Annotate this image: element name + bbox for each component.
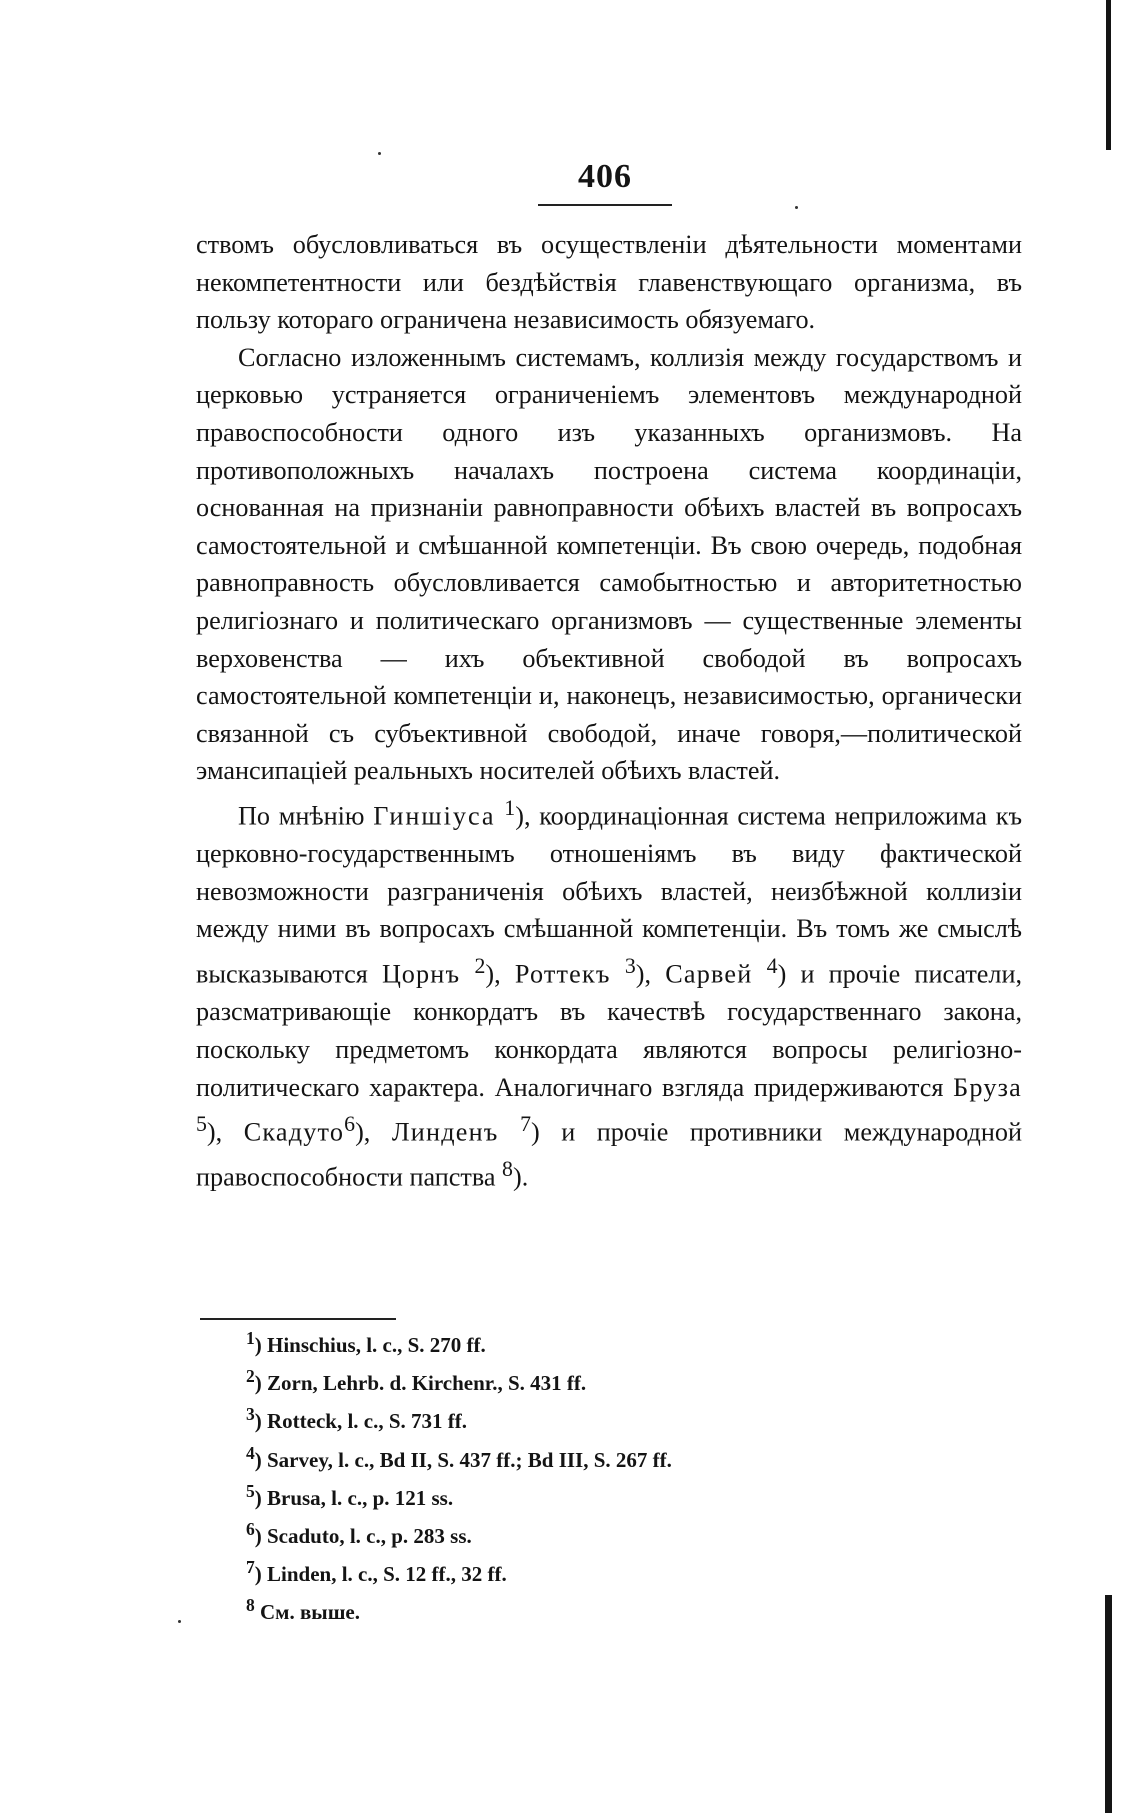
footnote-mark: 5 (246, 1480, 255, 1501)
footnote-4: $^4$) Sarvey, l. c., Bd II, S. 437 ff.; Bd III, S. 267 ff. (246, 1442, 672, 1472)
paragraph-2: Согласно изложеннымъ системамъ, коллизія между государствомъ и церковью устраняется ограниченіемъ элементовъ международной правоспособности одного изъ указанныхъ организмовъ. На противоположныхъ началахъ построена система координаціи, основанная на признаніи равноправности обѣихъ властей въ вопросахъ самостоятельной и смѣшанной компетенціи. Въ свою очередь, подобная равноправность обусловливается самобытностью и авторитетностью религіознаго и политическаго организмовъ — существенные элементы верховенства — ихъ объективной свободой въ вопросахъ самостоятельной компетенціи и, наконецъ, независимостью, органически связанной съ субъективной свободой, иначе говоря,—политической эмансипаціей реальныхъ носителей обѣихъ властей. (196, 342, 1022, 786)
scan-speck (795, 206, 798, 209)
footnote-8: $^8$ См. выше. (246, 1595, 361, 1625)
scan-edge-top (1106, 0, 1111, 150)
author-name: Гиншіуса (373, 801, 496, 831)
footnote-mark: 8 (246, 1595, 255, 1616)
footnote-5: $^5$) Brusa, l. c., p. 121 ss. (246, 1480, 454, 1510)
author-name: Скадуто (243, 1117, 345, 1147)
scan-speck (178, 1620, 181, 1623)
footnote-mark: 3 (246, 1404, 255, 1425)
paragraph-3: По мнѣнію Гиншіуса $^1$), координаціонная система неприложима къ церковно-государственнымъ отношеніямъ въ виду фактической невозможности разграниченія обѣихъ властей, неизбѣжной коллизіи между ними въ вопросахъ смѣшанной компетенціи. Въ томъ же смыслѣ высказываются Цорнъ $^2$), Роттекъ $^3$), Сарвей $^4$) и прочіе писатели, разсматривающіе конкордатъ въ качествѣ государственнаго закона, поскольку предметомъ конкордата являются вопросы религіозно-политическаго характера. Аналогичнаго взгляда придерживаются Бруза $^5$), Скадуто$^6$), Линденъ $^7$) и прочіе противники международной правоспособности папства $^8$). (196, 795, 1023, 1193)
footnote-ref: 4 (766, 954, 778, 979)
main-text (196, 226, 1022, 1197)
page-number: 406 (578, 158, 632, 195)
footnote-mark: 7 (246, 1557, 255, 1578)
footnote-1: $^1$) Hinschius, l. c., S. 270 ff. (246, 1328, 486, 1357)
scan-edge-bottom (1105, 1595, 1112, 1813)
footnote-ref: 2 (474, 954, 486, 979)
footnote-ref: 1 (504, 795, 516, 820)
footnote-3: $^3$) Rotteck, l. c., S. 731 ff. (246, 1404, 468, 1434)
footnote-2: $^2$) Zorn, Lehrb. d. Kirchenr., S. 431 ff. (246, 1366, 587, 1396)
footnote-ref: 6 (344, 1112, 356, 1137)
footnote-mark: 4 (246, 1442, 255, 1463)
footnote-mark: 6 (246, 1519, 255, 1540)
footnote-separator (200, 1318, 396, 1320)
footnote-ref: 3 (624, 954, 636, 979)
author-name: Роттекъ (514, 959, 611, 989)
footnote-mark: 1 (246, 1328, 255, 1348)
author-name: Линденъ (391, 1117, 499, 1147)
footnote-ref: 5 (196, 1112, 207, 1137)
footnote-6: $^6$) Scaduto, l. c., p. 283 ss. (246, 1519, 472, 1549)
footnote-7: $^7$) Linden, l. c., S. 12 ff., 32 ff. (246, 1557, 507, 1587)
author-name: Цорнъ (381, 959, 461, 989)
footnotes (246, 1323, 946, 1629)
footnote-ref: 7 (520, 1112, 531, 1137)
footnote-mark: 2 (246, 1366, 255, 1387)
scan-speck (378, 152, 381, 155)
author-name: Сарвей (665, 959, 753, 989)
page-number-rule (538, 204, 672, 206)
author-name: Бруза (953, 1072, 1022, 1102)
footnote-ref: 8 (502, 1157, 513, 1182)
paragraph-1: ствомъ обусловливаться въ осуществленіи дѣятельности моментами некомпетентности или бездѣйствія главенствующаго организма, въ пользу котораго ограничена независимость обязуемаго. (196, 230, 1022, 335)
